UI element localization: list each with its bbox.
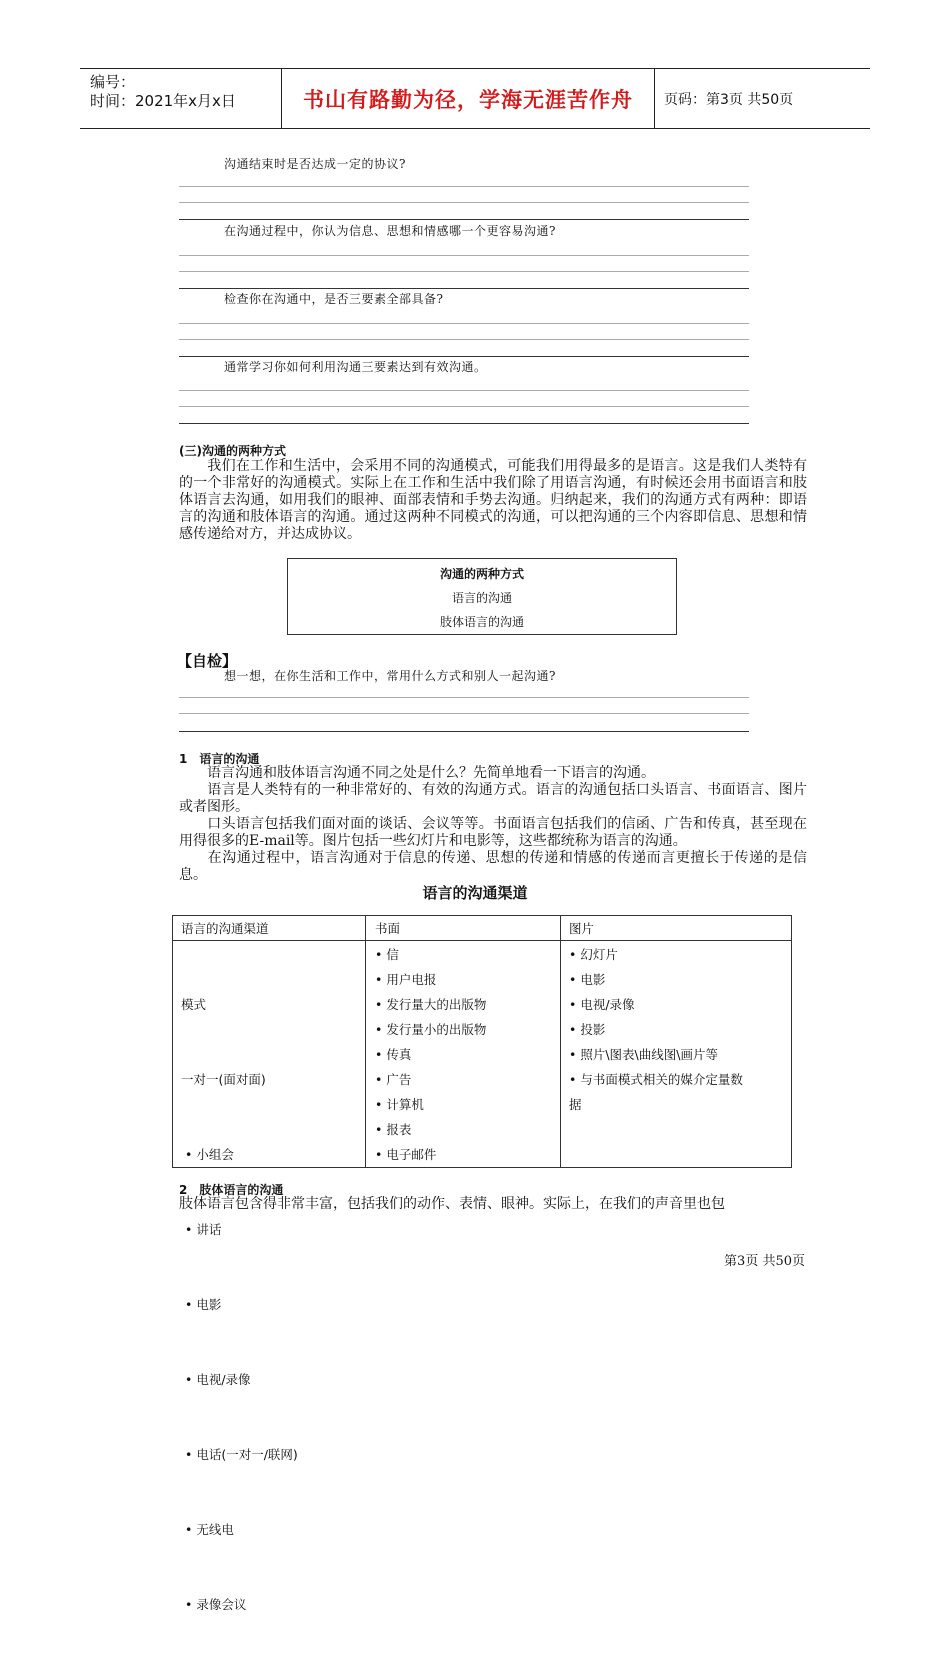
table-cell: • 用户电报 [375, 972, 437, 987]
paragraph-language-3: 口头语言包括我们面对面的谈话、会议等等。书面语言包括我们的信函、广告和传真，甚至现在用得很多的E-mail等。图片包括一些幻灯片和电影等，这些都统称为语言的沟通。 [179, 816, 807, 849]
answer-line [179, 356, 749, 357]
paragraph-language-2: 语言是人类特有的一种非常好的、有效的沟通方式。语言的沟通包括口头语言、书面语言、图片或者图形。 [179, 782, 807, 815]
table-header-cell: 语言的沟通渠道 [181, 921, 269, 936]
channel-table-title: 语言的沟通渠道 [422, 884, 528, 902]
question-3: 检查你在沟通中，是否三要素全部具备? [224, 292, 444, 306]
answer-line [179, 323, 749, 324]
answer-line [179, 202, 749, 203]
table-cell: • 电视/录像 [181, 1372, 251, 1387]
table-cell: • 与书面模式相关的媒介定量数 [569, 1072, 743, 1087]
header-divider-right [654, 68, 655, 129]
box-title: 沟通的两种方式 [439, 567, 524, 581]
table-divider [365, 916, 366, 1167]
answer-line [179, 423, 749, 424]
table-cell: • 信 [375, 947, 399, 962]
answer-line [179, 390, 749, 391]
header-page-info: 页码：第3页 共50页 [664, 92, 794, 108]
table-cell: • 报表 [375, 1122, 412, 1137]
paragraph-language-4: 在沟通过程中，语言沟通对于信息的传递、思想的传递和情感的传递而言更擅长于传递的是信息。 [179, 850, 807, 883]
header-motto: 书山有路勤为径，学海无涯苦作舟 [303, 88, 633, 112]
table-cell: • 电话(一对一/联网) [181, 1447, 298, 1462]
question-2: 在沟通过程中，你认为信息、思想和情感哪一个更容易沟通? [224, 224, 556, 238]
column-written [375, 942, 486, 1167]
answer-line [179, 186, 749, 187]
answer-line [179, 339, 749, 340]
column-oral [181, 942, 298, 1667]
header-bottom-rule [80, 128, 870, 129]
table-cell: • 投影 [569, 1022, 606, 1037]
answer-line [179, 406, 749, 407]
section-heading-body-language: 2 肢体语言的沟通 [179, 1183, 284, 1197]
two-modes-box [287, 558, 677, 635]
answer-line [179, 713, 749, 714]
answer-line [179, 731, 749, 732]
table-header-cell: 书面 [375, 921, 401, 936]
answer-line [179, 255, 749, 256]
table-cell: • 电子邮件 [375, 1147, 437, 1162]
answer-line [179, 288, 749, 289]
header-meta [90, 73, 236, 111]
table-cell: 据 [569, 1097, 582, 1112]
section-heading-language: 1 语言的沟通 [179, 752, 260, 766]
table-cell: • 发行量小的出版物 [375, 1022, 487, 1037]
section-heading-two-modes: (三)沟通的两种方式 [179, 444, 286, 458]
table-cell: • 电影 [569, 972, 606, 987]
paragraph-language-1: 语言沟通和肢体语言沟通不同之处是什么？先简单地看一下语言的沟通。 [207, 765, 655, 781]
footer-page-number: 第3页 共50页 [724, 1254, 805, 1269]
table-cell: • 幻灯片 [569, 947, 618, 962]
table-cell: • 照片\图表\曲线图\画片等 [569, 1047, 718, 1062]
table-cell: • 发行量大的出版物 [375, 997, 487, 1012]
answer-line [179, 697, 749, 698]
code-label: 编号： [90, 73, 136, 91]
table-cell: • 传真 [375, 1047, 412, 1062]
table-header-cell: 图片 [569, 921, 595, 936]
box-item: 语言的沟通 [451, 591, 512, 605]
table-cell: • 讲话 [181, 1222, 222, 1237]
table-cell: 模式 [181, 997, 207, 1012]
self-check-question: 想一想，在你生活和工作中，常用什么方式和别人一起沟通? [224, 669, 556, 683]
question-4: 通常学习你如何利用沟通三要素达到有效沟通。 [224, 360, 487, 374]
header-top-rule [80, 68, 870, 69]
answer-line [179, 219, 749, 220]
paragraph-two-modes: 我们在工作和生活中，会采用不同的沟通模式，可能我们用得最多的是语言。这是我们人类特有的一个非常好的沟通模式。实际上在工作和生活中我们除了用语言沟通，有时候还会用书面语言和肢体语言去沟通，如用我们的眼神、面部表情和手势去沟通。归纳起来，我们的沟通方式有两种：即语言的沟通和肢体语言的沟通。通过这两种不同模式的沟通，可以把沟通的三个内容即信息、思想和情感传递给对方，并达成协议。 [179, 458, 807, 542]
header-divider-left [281, 68, 282, 129]
table-cell: • 小组会 [181, 1147, 234, 1162]
table-cell: • 录像会议 [181, 1597, 247, 1612]
column-pictures [569, 942, 743, 1117]
table-cell: • 计算机 [375, 1097, 424, 1112]
paragraph-body-language: 肢体语言包含得非常丰富，包括我们的动作、表情、眼神。实际上，在我们的声音里也包 [179, 1196, 725, 1212]
table-cell: • 无线电 [181, 1522, 234, 1537]
table-cell: • 电视/录像 [569, 997, 635, 1012]
table-cell: • 电影 [181, 1297, 222, 1312]
time-label: 时间：2021年x月x日 [90, 92, 236, 110]
table-divider [560, 916, 561, 1167]
self-check-label: 【自检】 [177, 652, 238, 670]
box-item: 肢体语言的沟通 [439, 615, 524, 629]
table-cell: 一对一(面对面) [181, 1072, 266, 1087]
question-1: 沟通结束时是否达成一定的协议? [224, 157, 406, 171]
table-cell: • 广告 [375, 1072, 412, 1087]
answer-line [179, 271, 749, 272]
